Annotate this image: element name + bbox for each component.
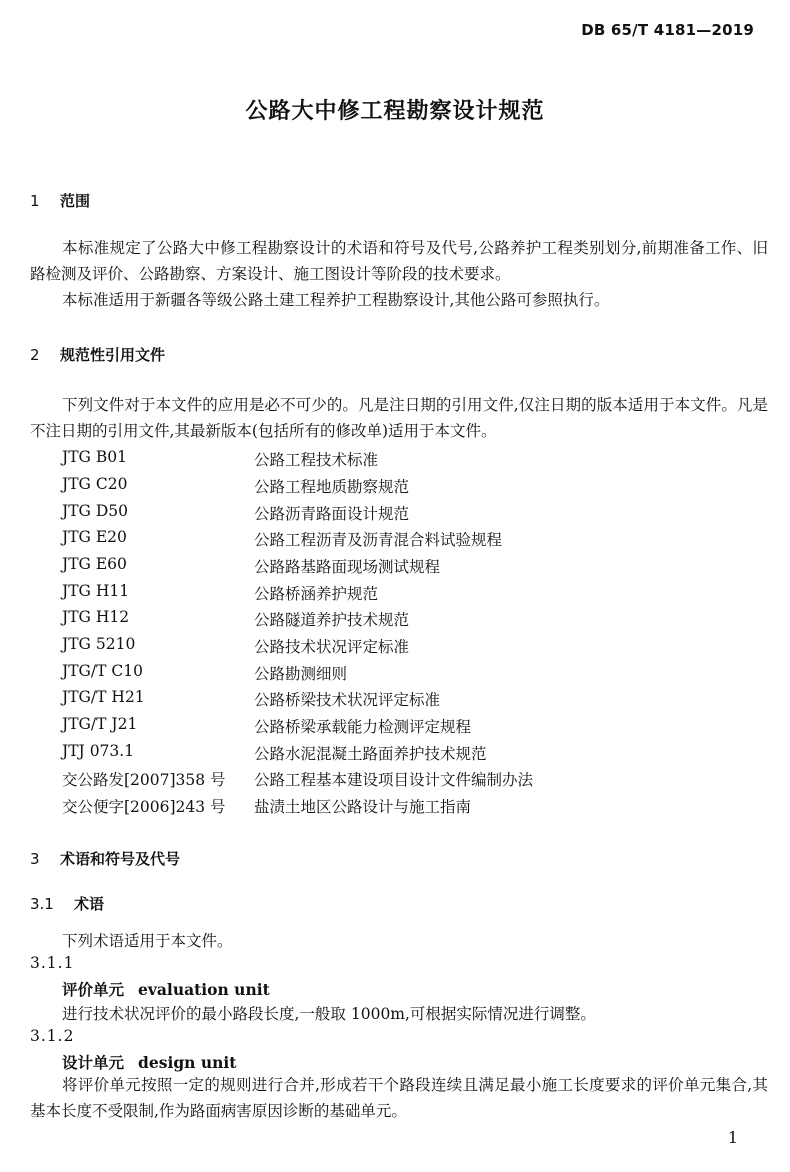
clause-number: 3.1.1 (30, 954, 75, 972)
section-number: 2 (30, 346, 40, 364)
reference-code: JTJ 073.1 (62, 742, 135, 760)
section-1-heading (30, 190, 90, 211)
subsection-title: 术语 (74, 895, 105, 913)
reference-title: 公路路基路面现场测试规程 (254, 558, 441, 576)
reference-code: 交公路发[2007]358 号 (62, 771, 226, 789)
standard-code: DB 65/T 4181—2019 (581, 21, 754, 39)
reference-title: 公路工程地质勘察规范 (254, 478, 410, 496)
term-chinese: 评价单元 (62, 980, 125, 999)
section-number: 1 (30, 192, 40, 210)
reference-title: 公路桥梁技术状况评定标准 (254, 691, 441, 709)
reference-code: JTG B01 (62, 448, 127, 466)
reference-code: JTG C20 (62, 475, 128, 493)
reference-code: JTG D50 (62, 502, 129, 520)
section-title: 规范性引用文件 (60, 346, 166, 364)
reference-title: 公路工程基本建设项目设计文件编制办法 (254, 771, 534, 789)
term-english: design unit (138, 1053, 237, 1072)
reference-code: JTG 5210 (62, 635, 136, 653)
reference-title: 盐渍土地区公路设计与施工指南 (254, 798, 472, 816)
reference-title: 公路工程技术标准 (254, 451, 379, 469)
section-title: 范围 (60, 192, 91, 210)
scope-paragraph-1: 本标准规定了公路大中修工程勘察设计的术语和符号及代号,公路养护工程类别划分,前期准备工作、旧路检测及评价、公路勘察、方案设计、施工图设计等阶段的技术要求。 (30, 239, 768, 283)
reference-code: JTG/T J21 (62, 715, 138, 733)
scope-paragraph-2: 本标准适用于新疆各等级公路土建工程养护工程勘察设计,其他公路可参照执行。 (62, 291, 610, 309)
reference-title: 公路技术状况评定标准 (254, 638, 410, 656)
term-chinese: 设计单元 (62, 1053, 125, 1072)
term-heading (62, 978, 270, 1000)
page-number: 1 (727, 1128, 738, 1147)
references-intro: 下列文件对于本文件的应用是必不可少的。凡是注日期的引用文件,仅注日期的版本适用于本文件。凡是不注日期的引用文件,其最新版本(包括所有的修改单)适用于本文件。 (30, 396, 768, 440)
subsection-3-1-heading (30, 893, 104, 914)
reference-code: JTG H11 (62, 582, 130, 600)
term-definition: 进行技术状况评价的最小路段长度,一般取 1000m,可根据实际情况进行调整。 (62, 1005, 596, 1023)
reference-title: 公路勘测细则 (254, 665, 348, 683)
subsection-number: 3.1 (30, 895, 54, 913)
document-title: 公路大中修工程勘察设计规范 (245, 99, 545, 124)
terms-intro: 下列术语适用于本文件。 (62, 932, 233, 950)
term-definition: 将评价单元按照一定的规则进行合并,形成若干个路段连续且满足最小施工长度要求的评价单元集合,其基本长度不受限制,作为路面病害原因诊断的基础单元。 (30, 1076, 768, 1120)
reference-title: 公路工程沥青及沥青混合料试验规程 (254, 531, 503, 549)
section-2-heading (30, 344, 165, 365)
section-title: 术语和符号及代号 (60, 850, 181, 868)
reference-code: JTG/T H21 (62, 688, 145, 706)
reference-title: 公路水泥混凝土路面养护技术规范 (254, 745, 487, 763)
reference-code: JTG/T C10 (62, 662, 144, 680)
section-number: 3 (30, 850, 40, 868)
term-english: evaluation unit (138, 980, 270, 999)
reference-title: 公路桥梁承载能力检测评定规程 (254, 718, 472, 736)
reference-title: 公路沥青路面设计规范 (254, 505, 410, 523)
reference-code: JTG H12 (62, 608, 130, 626)
reference-code: JTG E20 (62, 528, 127, 546)
section-3-heading (30, 848, 180, 869)
reference-title: 公路隧道养护技术规范 (254, 611, 410, 629)
term-heading (62, 1051, 236, 1073)
reference-code: 交公便字[2006]243 号 (62, 798, 226, 816)
reference-title: 公路桥涵养护规范 (254, 585, 379, 603)
clause-number: 3.1.2 (30, 1027, 75, 1045)
reference-code: JTG E60 (62, 555, 127, 573)
